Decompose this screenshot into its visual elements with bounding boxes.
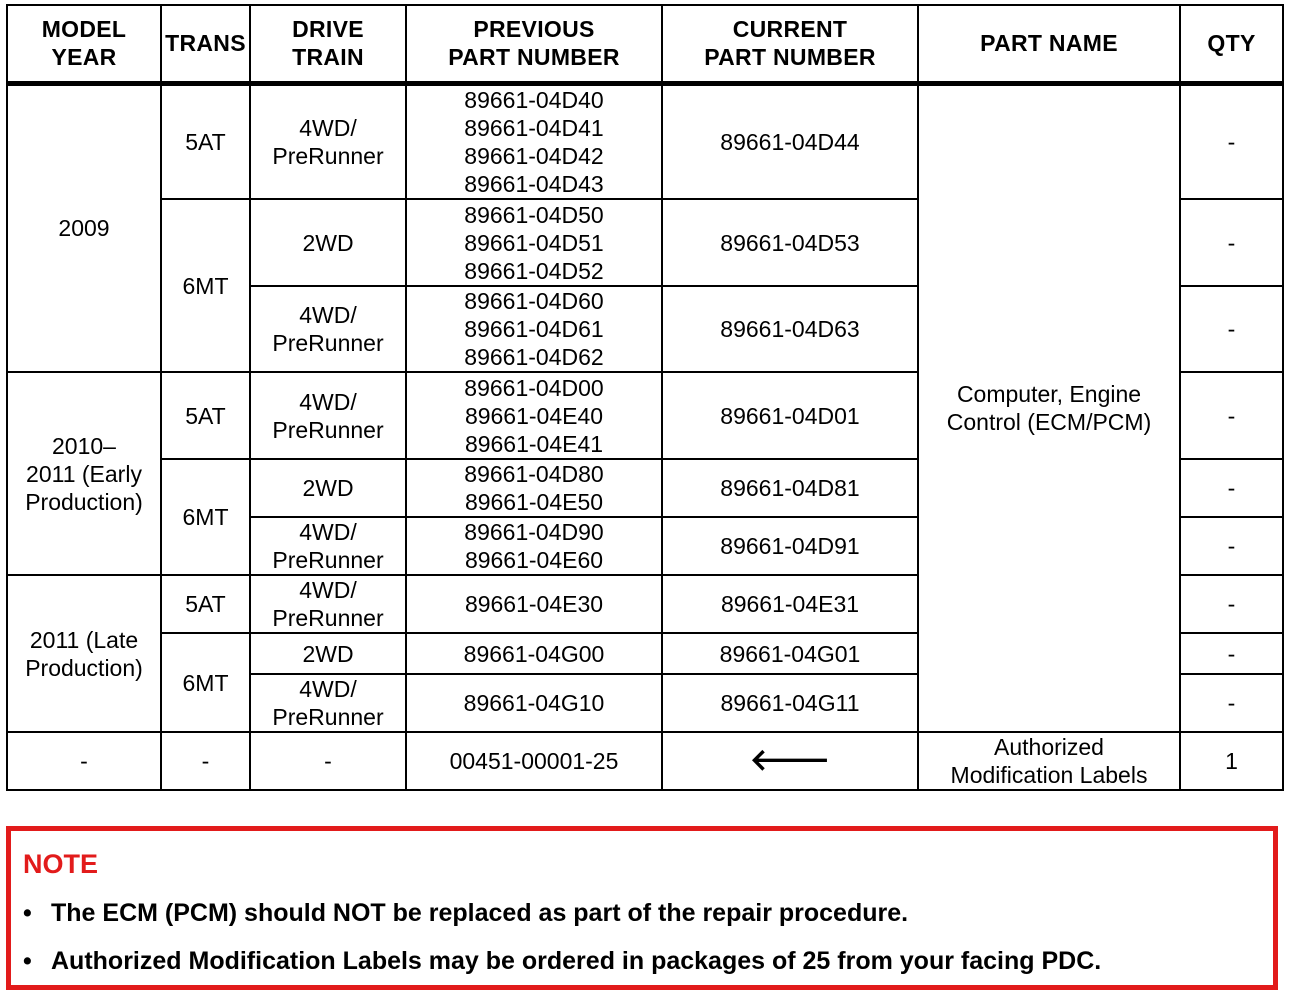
trans-cell: 5AT bbox=[161, 372, 250, 459]
drive-train-cell: 4WD/ PreRunner bbox=[250, 517, 406, 575]
trans-cell: 6MT bbox=[161, 199, 250, 372]
note-item bbox=[23, 947, 1101, 976]
trans-cell: 6MT bbox=[161, 633, 250, 732]
qty-cell: - bbox=[1180, 199, 1283, 286]
parts-table bbox=[6, 4, 1284, 791]
note-item-text: Authorized Modification Labels may be ordered in packages of 25 from your facing PDC. bbox=[51, 947, 1102, 975]
qty-cell: - bbox=[1180, 674, 1283, 732]
header-row bbox=[7, 5, 1283, 83]
qty-cell: - bbox=[1180, 286, 1283, 372]
current-part-number-cell: 89661-04D53 bbox=[662, 199, 918, 286]
drive-train-cell: - bbox=[250, 732, 406, 790]
qty-cell: - bbox=[1180, 575, 1283, 633]
previous-part-number-cell: 89661-04E30 bbox=[406, 575, 662, 633]
previous-part-number-cell: 89661-04D80 89661-04E50 bbox=[406, 459, 662, 517]
qty-cell: - bbox=[1180, 633, 1283, 674]
header-drive-train: DRIVE TRAIN bbox=[250, 5, 406, 83]
trans-cell: 5AT bbox=[161, 83, 250, 199]
trans-cell: 6MT bbox=[161, 459, 250, 575]
current-part-number-cell: 89661-04D44 bbox=[662, 83, 918, 199]
previous-part-number-cell: 89661-04D60 89661-04D61 89661-04D62 bbox=[406, 286, 662, 372]
model-year-cell: 2009 bbox=[7, 83, 161, 372]
drive-train-cell: 4WD/ PreRunner bbox=[250, 83, 406, 199]
current-part-number-cell: 89661-04D81 bbox=[662, 459, 918, 517]
current-part-number-cell: 89661-04D01 bbox=[662, 372, 918, 459]
part-name-cell: Computer, Engine Control (ECM/PCM) bbox=[918, 83, 1180, 732]
drive-train-cell: 4WD/ PreRunner bbox=[250, 372, 406, 459]
current-part-number-cell: 89661-04G11 bbox=[662, 674, 918, 732]
previous-part-number-cell: 89661-04D90 89661-04E60 bbox=[406, 517, 662, 575]
trans-cell: 5AT bbox=[161, 575, 250, 633]
header-qty: QTY bbox=[1180, 5, 1283, 83]
qty-cell: - bbox=[1180, 372, 1283, 459]
qty-cell: - bbox=[1180, 459, 1283, 517]
note-item bbox=[23, 899, 908, 928]
header-trans: TRANS bbox=[161, 5, 250, 83]
current-part-number-cell: 89661-04D63 bbox=[662, 286, 918, 372]
current-part-number-cell: 89661-04D91 bbox=[662, 517, 918, 575]
table-row bbox=[7, 83, 1283, 199]
current-part-number-cell: 89661-04E31 bbox=[662, 575, 918, 633]
model-year-cell: - bbox=[7, 732, 161, 790]
note-item-text: The ECM (PCM) should NOT be replaced as part of the repair procedure. bbox=[51, 899, 909, 927]
bullet-icon: • bbox=[23, 947, 32, 975]
note-title: NOTE bbox=[23, 849, 99, 879]
qty-cell: 1 bbox=[1180, 732, 1283, 790]
previous-part-number-cell: 89661-04D00 89661-04E40 89661-04E41 bbox=[406, 372, 662, 459]
qty-cell: - bbox=[1180, 517, 1283, 575]
trans-cell: - bbox=[161, 732, 250, 790]
qty-cell: - bbox=[1180, 83, 1283, 199]
drive-train-cell: 4WD/ PreRunner bbox=[250, 286, 406, 372]
header-previous-part-number: PREVIOUS PART NUMBER bbox=[406, 5, 662, 83]
header-current-part-number: CURRENT PART NUMBER bbox=[662, 5, 918, 83]
left-arrow-icon: 🡐 bbox=[662, 732, 918, 790]
previous-part-number-cell: 89661-04D50 89661-04D51 89661-04D52 bbox=[406, 199, 662, 286]
drive-train-cell: 4WD/ PreRunner bbox=[250, 575, 406, 633]
previous-part-number-cell: 89661-04G00 bbox=[406, 633, 662, 674]
bullet-icon: • bbox=[23, 899, 32, 927]
note-box bbox=[6, 826, 1278, 990]
part-name-cell: Authorized Modification Labels bbox=[918, 732, 1180, 790]
previous-part-number-cell: 00451-00001-25 bbox=[406, 732, 662, 790]
drive-train-cell: 2WD bbox=[250, 633, 406, 674]
header-part-name: PART NAME bbox=[918, 5, 1180, 83]
previous-part-number-cell: 89661-04D40 89661-04D41 89661-04D42 89661-04D43 bbox=[406, 83, 662, 199]
model-year-cell: 2010– 2011 (Early Production) bbox=[7, 372, 161, 575]
drive-train-cell: 2WD bbox=[250, 459, 406, 517]
model-year-cell: 2011 (Late Production) bbox=[7, 575, 161, 732]
previous-part-number-cell: 89661-04G10 bbox=[406, 674, 662, 732]
drive-train-cell: 2WD bbox=[250, 199, 406, 286]
current-part-number-cell: 89661-04G01 bbox=[662, 633, 918, 674]
header-model-year: MODEL YEAR bbox=[7, 5, 161, 83]
drive-train-cell: 4WD/ PreRunner bbox=[250, 674, 406, 732]
labels-row bbox=[7, 732, 1283, 790]
